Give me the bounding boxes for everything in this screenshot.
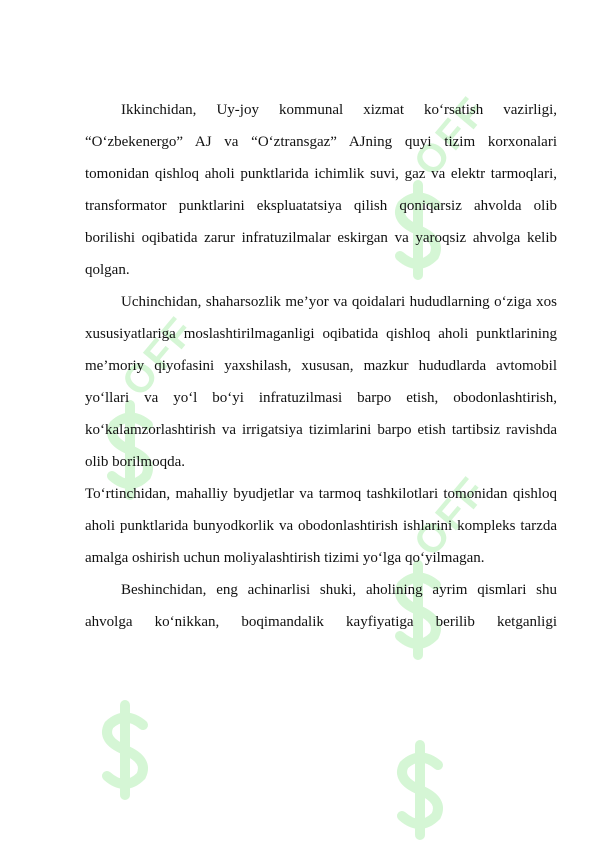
watermark-brand: OFF: [405, 87, 497, 185]
document-body: [85, 94, 557, 638]
watermark-brand: OFF: [113, 307, 205, 405]
dollar-sign-icon: [95, 700, 155, 800]
dollar-sign-icon: [390, 740, 450, 840]
paragraph-ikkinchidan: Ikkinchidan, Uy-joy kommunal xizmat ko‘rsatish vazirligi, “O‘zbekenergo” AJ va “O‘ztransgaz” AJning quyi tizim korxonalari tomonidan qishloq aholi punktlarida ichimlik suvi, gaz va elektr tarmoqlari, transformator punktlarini ekspluatatsiya qilish qoniqarsiz ahvolda olib borilishi oqibatida zarur infratuzilmalar eskirgan va yaroqsiz ahvolga kelib qolgan.: [85, 102, 557, 278]
watermark-brand: OFF: [405, 467, 497, 565]
paragraph-uchinchidan: Uchinchidan, shaharsozlik me’yor va qoidalari hududlarning o‘ziga xos xususiyatlariga moslashtirilmaganligi oqibatida qishloq aholi punktlarining me’moriy qiyofasini yaxshilash, xususan, mazkur hududlarda avtomobil yo‘llari va yo‘l bo‘yi infratuzilmasi barpo etish, obodonlashtirish, ko‘kalamzorlashtirish va irrigatsiya tizimlarini barpo etish tartibsiz ravishda olib borilmoqda.: [85, 294, 557, 470]
paragraph-beshinchidan: Beshinchidan, eng achinarlisi shuki, aholining ayrim qismlari shu ahvolga ko‘nikkan, boqimandalik kayfiyatiga berilib ketganligi: [85, 582, 557, 630]
paragraph-tortinchidan: To‘rtinchidan, mahalliy byudjetlar va tarmoq tashkilotlari tomonidan qishloq aholi punktlarida bunyodkorlik va obodonlashtirish ishlarini kompleks tarzda amalga oshirish uchun moliyalashtirish tizimi yo‘lga qo‘yilmagan.: [85, 486, 557, 566]
